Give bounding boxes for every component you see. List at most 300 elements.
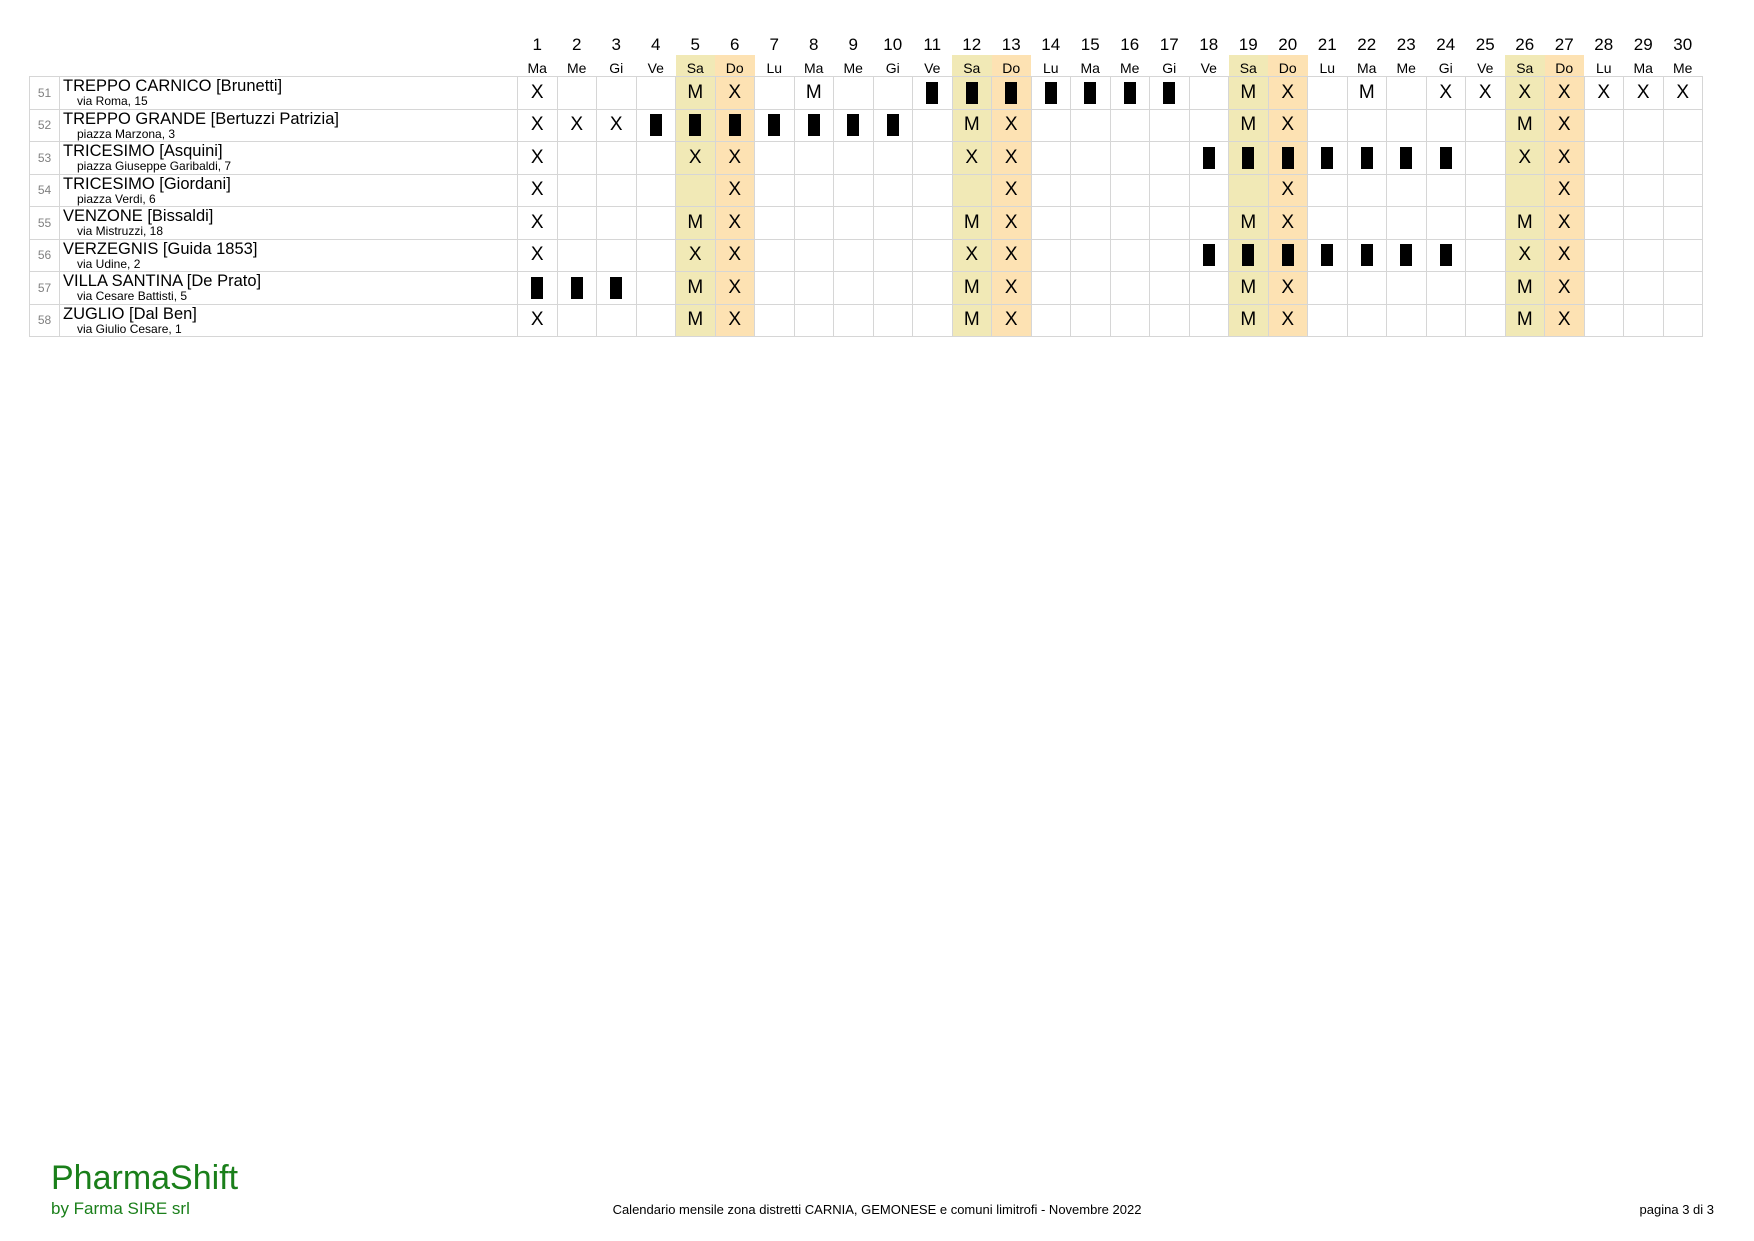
shift-cell: M xyxy=(1505,272,1545,305)
shift-cell xyxy=(597,142,637,175)
shift-cell xyxy=(873,272,913,305)
day-number: 15 xyxy=(1080,35,1100,54)
shift-cell xyxy=(636,239,676,272)
row-number: 56 xyxy=(30,239,60,272)
weekday-label: Do xyxy=(992,55,1032,77)
closed-block-icon xyxy=(808,114,820,136)
shift-cell: X xyxy=(1545,174,1585,207)
shift-cell: X xyxy=(1268,77,1308,110)
shift-cell xyxy=(834,77,874,110)
shift-cell xyxy=(557,272,597,305)
shift-cell: X xyxy=(1505,142,1545,175)
shift-cell xyxy=(1663,142,1703,175)
shift-cell: X xyxy=(1663,77,1703,110)
shift-cell xyxy=(913,77,953,110)
shift-cell: M xyxy=(952,272,992,305)
shift-cell xyxy=(636,142,676,175)
shift-cell: X xyxy=(1426,77,1466,110)
closed-block-icon xyxy=(1321,147,1333,169)
closed-block-icon xyxy=(1321,244,1333,266)
day-number: 1 xyxy=(532,35,542,54)
pharmacy-row xyxy=(30,304,1703,337)
shift-cell xyxy=(873,77,913,110)
pharmacy-name: VILLA SANTINA [De Prato] xyxy=(63,272,262,290)
header-blank xyxy=(60,33,518,55)
pharmacy-info xyxy=(60,174,518,207)
shift-cell xyxy=(1110,77,1150,110)
weekday-label: Ve xyxy=(647,60,664,76)
shift-cell xyxy=(1347,304,1387,337)
shift-cell xyxy=(1624,207,1664,240)
shift-cell xyxy=(1189,142,1229,175)
shift-cell xyxy=(1110,272,1150,305)
weekday-label: Me xyxy=(843,60,863,76)
shift-cell xyxy=(636,304,676,337)
shift-cell: M xyxy=(676,207,716,240)
footer-title: Calendario mensile zona distretti CARNIA, GEMONESE e comuni limitrofi - Novembre 2022 xyxy=(612,1202,1142,1217)
day-number: 14 xyxy=(1041,35,1061,54)
shift-cell xyxy=(1387,272,1427,305)
shift-cell xyxy=(1150,239,1190,272)
shift-cell xyxy=(1624,174,1664,207)
pharmacy-row xyxy=(30,239,1703,272)
day-number: 2 xyxy=(572,35,582,54)
day-number: 20 xyxy=(1278,35,1298,54)
header-blank xyxy=(30,33,60,55)
closed-block-icon xyxy=(1361,244,1373,266)
shift-calendar-table xyxy=(29,33,1703,337)
shift-cell xyxy=(1189,207,1229,240)
shift-cell: X xyxy=(518,207,558,240)
shift-cell: X xyxy=(952,142,992,175)
shift-cell xyxy=(1031,77,1071,110)
weekday-label: Gi xyxy=(1162,60,1177,76)
shift-cell xyxy=(1347,142,1387,175)
shift-cell: M xyxy=(676,304,716,337)
weekday-label: Ma xyxy=(1357,60,1377,76)
day-number: 13 xyxy=(1001,35,1021,54)
pharmacy-name: TRICESIMO [Giordani] xyxy=(63,174,231,193)
shift-cell xyxy=(1663,109,1703,142)
pharmacy-name: VENZONE [Bissaldi] xyxy=(63,207,214,225)
weekday-row xyxy=(30,55,1703,77)
closed-block-icon xyxy=(1440,244,1452,266)
shift-cell: X xyxy=(518,304,558,337)
brand-subtitle: by Farma SIRE srl xyxy=(51,1199,190,1218)
shift-cell: X xyxy=(1268,304,1308,337)
shift-cell: X xyxy=(1624,77,1664,110)
shift-cell xyxy=(1584,304,1624,337)
shift-cell: X xyxy=(1545,77,1585,110)
shift-cell xyxy=(1150,304,1190,337)
day-number: 26 xyxy=(1515,35,1535,54)
shift-cell xyxy=(952,174,992,207)
shift-cell: M xyxy=(1347,77,1387,110)
pharmacy-address: piazza Giuseppe Garibaldi, 7 xyxy=(77,159,232,173)
pharmacy-info xyxy=(60,304,518,337)
shift-cell xyxy=(1426,109,1466,142)
weekday-label: Do xyxy=(1268,55,1308,77)
pharmacy-info xyxy=(60,109,518,142)
shift-cell xyxy=(1624,239,1664,272)
shift-cell xyxy=(755,174,795,207)
shift-cell: X xyxy=(1268,207,1308,240)
day-number: 22 xyxy=(1357,35,1377,54)
shift-cell xyxy=(913,174,953,207)
row-number: 55 xyxy=(30,207,60,240)
closed-block-icon xyxy=(1282,147,1294,169)
shift-cell xyxy=(597,239,637,272)
weekday-label: Sa xyxy=(676,55,716,77)
shift-cell: X xyxy=(992,174,1032,207)
weekday-label: Ma xyxy=(804,60,824,76)
shift-cell xyxy=(1387,207,1427,240)
closed-block-icon xyxy=(1282,244,1294,266)
weekday-label: Ve xyxy=(1477,60,1494,76)
weekday-label: Me xyxy=(567,60,587,76)
day-number: 27 xyxy=(1554,35,1574,54)
shift-cell: M xyxy=(952,109,992,142)
shift-cell xyxy=(1189,77,1229,110)
shift-cell xyxy=(794,109,834,142)
day-number: 8 xyxy=(809,35,819,54)
closed-block-icon xyxy=(1203,244,1215,266)
closed-block-icon xyxy=(1045,82,1057,104)
shift-cell xyxy=(1150,207,1190,240)
shift-cell xyxy=(794,142,834,175)
shift-cell: X xyxy=(715,207,755,240)
pharmacy-info xyxy=(60,239,518,272)
shift-cell xyxy=(636,77,676,110)
shift-cell: X xyxy=(992,207,1032,240)
shift-cell: X xyxy=(1545,142,1585,175)
shift-cell xyxy=(834,207,874,240)
shift-cell: X xyxy=(1545,207,1585,240)
shift-cell xyxy=(834,304,874,337)
shift-cell xyxy=(1347,207,1387,240)
day-number: 5 xyxy=(690,35,700,54)
shift-cell: M xyxy=(1505,207,1545,240)
weekday-label: Me xyxy=(1120,60,1140,76)
shift-cell xyxy=(1031,109,1071,142)
pharmacy-row xyxy=(30,142,1703,175)
shift-cell: X xyxy=(1268,174,1308,207)
shift-cell xyxy=(1110,109,1150,142)
closed-block-icon xyxy=(847,114,859,136)
shift-cell xyxy=(834,109,874,142)
pharmacy-info xyxy=(60,207,518,240)
shift-cell xyxy=(557,174,597,207)
shift-cell xyxy=(794,239,834,272)
closed-block-icon xyxy=(1163,82,1175,104)
closed-block-icon xyxy=(768,114,780,136)
closed-block-icon xyxy=(650,114,662,136)
shift-cell xyxy=(676,174,716,207)
shift-cell xyxy=(1466,207,1506,240)
shift-cell xyxy=(1150,109,1190,142)
shift-cell xyxy=(1663,174,1703,207)
closed-block-icon xyxy=(729,114,741,136)
weekday-label: Ve xyxy=(1200,60,1217,76)
weekday-label: Lu xyxy=(766,60,783,76)
closed-block-icon xyxy=(571,277,583,299)
shift-cell xyxy=(1110,239,1150,272)
shift-cell xyxy=(1387,77,1427,110)
shift-cell xyxy=(913,142,953,175)
pharmacy-name: ZUGLIO [Dal Ben] xyxy=(63,304,197,323)
closed-block-icon xyxy=(1361,147,1373,169)
shift-cell xyxy=(597,174,637,207)
shift-cell xyxy=(1426,207,1466,240)
row-number: 51 xyxy=(30,77,60,110)
shift-cell xyxy=(597,304,637,337)
shift-cell xyxy=(1426,142,1466,175)
shift-cell xyxy=(1663,304,1703,337)
shift-cell: M xyxy=(1505,304,1545,337)
shift-cell: X xyxy=(715,142,755,175)
shift-cell: X xyxy=(992,239,1032,272)
shift-cell xyxy=(1624,304,1664,337)
row-number: 53 xyxy=(30,142,60,175)
shift-cell xyxy=(1387,239,1427,272)
pharmacy-info xyxy=(60,77,518,110)
pharmacy-address: piazza Verdi, 6 xyxy=(77,191,156,206)
shift-cell: X xyxy=(715,304,755,337)
weekday-label: Me xyxy=(1673,60,1693,76)
shift-cell xyxy=(1229,142,1269,175)
pharmacy-address: piazza Marzona, 3 xyxy=(77,126,176,141)
day-number: 10 xyxy=(883,35,903,54)
shift-cell: X xyxy=(1584,77,1624,110)
shift-cell xyxy=(1308,304,1348,337)
shift-cell xyxy=(1189,272,1229,305)
shift-cell xyxy=(913,109,953,142)
shift-cell: X xyxy=(518,109,558,142)
shift-cell xyxy=(1110,304,1150,337)
shift-cell: X xyxy=(597,109,637,142)
weekday-label: Gi xyxy=(609,60,624,76)
closed-block-icon xyxy=(610,277,622,299)
shift-cell xyxy=(1584,142,1624,175)
weekday-label: Sa xyxy=(1505,55,1545,77)
pharmacy-row xyxy=(30,272,1703,305)
shift-cell xyxy=(676,109,716,142)
shift-cell xyxy=(794,304,834,337)
closed-block-icon xyxy=(1242,244,1254,266)
day-number: 6 xyxy=(730,35,740,54)
shift-cell xyxy=(557,304,597,337)
weekday-label: Gi xyxy=(885,60,900,76)
shift-cell xyxy=(834,174,874,207)
row-number: 57 xyxy=(30,272,60,305)
weekday-label: Ma xyxy=(527,60,547,76)
shift-cell: X xyxy=(676,142,716,175)
shift-cell xyxy=(992,77,1032,110)
shift-cell: X xyxy=(1268,272,1308,305)
shift-cell: M xyxy=(1229,304,1269,337)
shift-cell: M xyxy=(794,77,834,110)
shift-cell: X xyxy=(992,304,1032,337)
shift-cell xyxy=(1031,207,1071,240)
shift-cell: X xyxy=(992,142,1032,175)
weekday-label: Ma xyxy=(1633,60,1653,76)
shift-cell xyxy=(1426,272,1466,305)
pharmacy-name: VERZEGNIS [Guida 1853] xyxy=(63,239,258,258)
shift-cell xyxy=(1584,239,1624,272)
shift-cell xyxy=(1347,272,1387,305)
shift-cell xyxy=(1466,142,1506,175)
shift-cell xyxy=(1584,174,1624,207)
shift-cell: X xyxy=(952,239,992,272)
shift-cell xyxy=(1584,272,1624,305)
shift-cell xyxy=(794,174,834,207)
shift-cell xyxy=(913,272,953,305)
shift-cell: M xyxy=(1229,272,1269,305)
closed-block-icon xyxy=(926,82,938,104)
pharmacy-row xyxy=(30,207,1703,240)
weekday-label: Ma xyxy=(1080,60,1100,76)
shift-cell xyxy=(1031,304,1071,337)
shift-cell: M xyxy=(952,304,992,337)
shift-cell xyxy=(636,207,676,240)
shift-cell: X xyxy=(1505,77,1545,110)
day-number: 12 xyxy=(962,35,982,54)
shift-cell xyxy=(1031,239,1071,272)
weekday-label: Ve xyxy=(924,60,941,76)
day-number: 19 xyxy=(1238,35,1258,54)
shift-cell xyxy=(1071,207,1111,240)
day-number: 23 xyxy=(1396,35,1416,54)
shift-cell xyxy=(1347,239,1387,272)
shift-cell: X xyxy=(1545,109,1585,142)
shift-cell xyxy=(1189,109,1229,142)
pharmacy-name: TREPPO GRANDE [Bertuzzi Patrizia] xyxy=(63,109,339,128)
shift-cell xyxy=(1387,304,1427,337)
pharmacy-address: via Cesare Battisti, 5 xyxy=(77,289,188,303)
shift-cell: X xyxy=(518,142,558,175)
shift-cell xyxy=(1229,174,1269,207)
shift-cell xyxy=(1308,109,1348,142)
shift-cell xyxy=(1071,77,1111,110)
weekday-label: Lu xyxy=(1042,60,1059,76)
shift-cell xyxy=(1347,174,1387,207)
shift-cell xyxy=(636,109,676,142)
day-number: 3 xyxy=(611,35,621,54)
shift-cell xyxy=(913,207,953,240)
pharmacy-name: TRICESIMO [Asquini] xyxy=(63,142,223,160)
pharmacy-address: via Giulio Cesare, 1 xyxy=(77,321,182,336)
header-blank xyxy=(60,55,518,77)
shift-cell: X xyxy=(1268,109,1308,142)
shift-cell: X xyxy=(1545,239,1585,272)
shift-cell: X xyxy=(1505,239,1545,272)
shift-cell xyxy=(636,272,676,305)
shift-cell: X xyxy=(715,174,755,207)
shift-cell xyxy=(913,239,953,272)
shift-cell xyxy=(1308,142,1348,175)
shift-cell: M xyxy=(676,272,716,305)
shift-cell: M xyxy=(1505,109,1545,142)
shift-cell: M xyxy=(1229,207,1269,240)
closed-block-icon xyxy=(1084,82,1096,104)
weekday-label: Sa xyxy=(952,55,992,77)
shift-cell xyxy=(1268,142,1308,175)
shift-cell xyxy=(1466,239,1506,272)
row-number: 52 xyxy=(30,109,60,142)
shift-cell: X xyxy=(518,239,558,272)
shift-cell xyxy=(1466,304,1506,337)
shift-cell xyxy=(873,207,913,240)
closed-block-icon xyxy=(1005,82,1017,104)
closed-block-icon xyxy=(887,114,899,136)
day-number: 30 xyxy=(1673,35,1693,54)
shift-cell xyxy=(1110,174,1150,207)
closed-block-icon xyxy=(1242,147,1254,169)
shift-cell xyxy=(913,304,953,337)
shift-cell xyxy=(1150,77,1190,110)
shift-cell xyxy=(557,142,597,175)
shift-cell: X xyxy=(676,239,716,272)
pharmacy-address: via Udine, 2 xyxy=(77,256,141,271)
shift-cell: X xyxy=(715,272,755,305)
shift-cell xyxy=(557,239,597,272)
shift-cell xyxy=(1189,239,1229,272)
shift-cell: X xyxy=(992,109,1032,142)
shift-cell xyxy=(1110,142,1150,175)
closed-block-icon xyxy=(1400,244,1412,266)
shift-cell: X xyxy=(715,77,755,110)
day-number: 24 xyxy=(1436,35,1456,54)
shift-cell xyxy=(1150,174,1190,207)
closed-block-icon xyxy=(531,277,543,299)
closed-block-icon xyxy=(1124,82,1136,104)
weekday-label: Sa xyxy=(1229,55,1269,77)
header-blank xyxy=(30,55,60,77)
shift-cell xyxy=(755,272,795,305)
shift-cell xyxy=(1189,304,1229,337)
shift-cell: X xyxy=(518,77,558,110)
shift-cell xyxy=(1189,174,1229,207)
shift-cell: X xyxy=(518,174,558,207)
shift-cell xyxy=(755,77,795,110)
shift-cell xyxy=(1150,142,1190,175)
shift-cell xyxy=(952,77,992,110)
pharmacy-address: via Mistruzzi, 18 xyxy=(77,224,164,238)
shift-cell xyxy=(834,142,874,175)
closed-block-icon xyxy=(966,82,978,104)
shift-cell xyxy=(873,109,913,142)
shift-cell xyxy=(1663,239,1703,272)
shift-cell xyxy=(518,272,558,305)
shift-cell xyxy=(557,207,597,240)
shift-cell xyxy=(1031,142,1071,175)
weekday-label: Lu xyxy=(1595,60,1612,76)
shift-cell xyxy=(873,142,913,175)
day-number: 29 xyxy=(1633,35,1653,54)
shift-cell xyxy=(1387,109,1427,142)
shift-cell: X xyxy=(1545,304,1585,337)
weekday-label: Lu xyxy=(1319,60,1336,76)
shift-cell: X xyxy=(557,109,597,142)
weekday-label: Do xyxy=(1545,55,1585,77)
day-number: 17 xyxy=(1159,35,1179,54)
shift-cell xyxy=(1663,207,1703,240)
shift-cell xyxy=(873,304,913,337)
shift-cell xyxy=(794,207,834,240)
shift-cell xyxy=(1308,272,1348,305)
shift-cell xyxy=(1071,174,1111,207)
shift-cell xyxy=(1426,304,1466,337)
